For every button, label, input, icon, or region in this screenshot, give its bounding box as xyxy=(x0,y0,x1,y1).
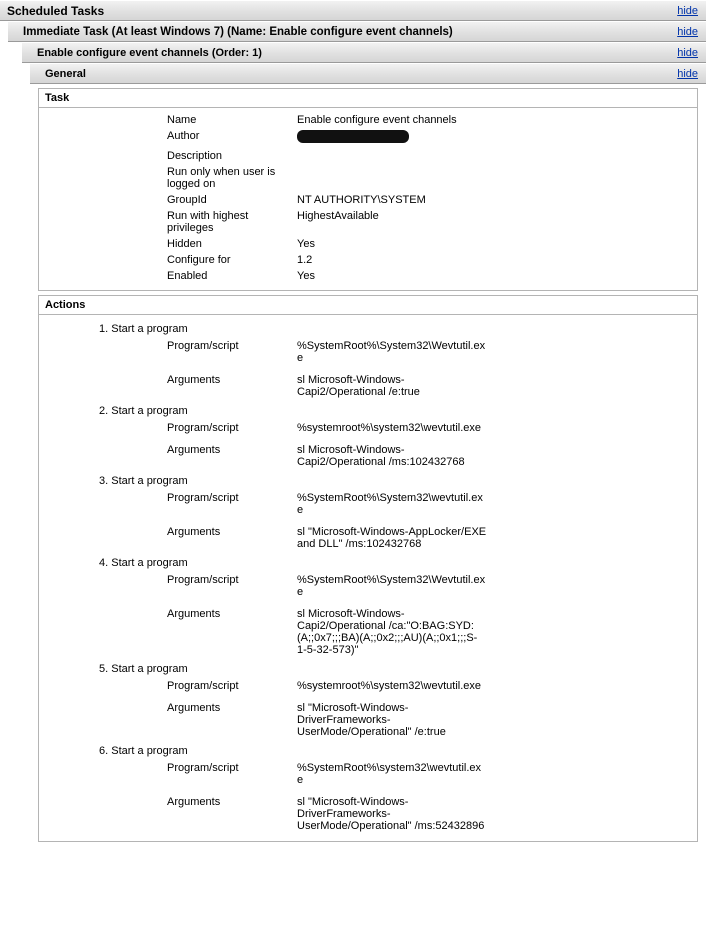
property-value: NT AUTHORITY\SYSTEM xyxy=(297,194,426,206)
property-spacer xyxy=(487,112,697,128)
table-row xyxy=(39,441,697,471)
action-title: 4. Start a program xyxy=(99,557,188,569)
property-value: Yes xyxy=(297,238,315,250)
property-value: Yes xyxy=(297,270,315,282)
property-spacer xyxy=(487,148,697,164)
task-order-title: Enable configure event channels (Order: 1) xyxy=(37,46,262,59)
property-label: Configure for xyxy=(167,254,231,266)
table-row xyxy=(39,571,697,601)
task-section-heading: Task xyxy=(39,89,697,108)
property-spacer xyxy=(487,192,697,208)
property-value xyxy=(297,148,487,164)
actions-section-heading: Actions xyxy=(39,296,697,315)
action-arguments-label: Arguments xyxy=(167,796,221,808)
table-row xyxy=(39,699,697,741)
property-label: Run only when user is logged on xyxy=(167,166,276,190)
table-row xyxy=(39,419,697,437)
property-spacer xyxy=(487,252,697,268)
action-properties-table xyxy=(39,337,697,401)
table-row xyxy=(39,268,697,284)
action-arguments-value: sl Microsoft-Windows-Capi2/Operational /ca:"O:BAG:SYD:(A;;0x7;;;BA)(A;;0x2;;;AU)(A;;0x1;;;S-1-5-32-573)" xyxy=(297,608,478,656)
action-spacer xyxy=(487,441,697,471)
property-label: Description xyxy=(167,150,223,162)
action-spacer xyxy=(487,759,697,789)
action-program-value: %systemroot%\system32\wevtutil.exe xyxy=(297,422,482,434)
table-row xyxy=(39,192,697,208)
action-program-label: Program/script xyxy=(167,680,239,692)
table-row xyxy=(39,605,697,659)
hide-link-scheduled-tasks[interactable]: hide xyxy=(677,4,698,17)
task-section xyxy=(38,88,698,291)
action-spacer xyxy=(487,605,697,659)
action-program-value: %SystemRoot%\system32\wevtutil.exe xyxy=(297,762,482,786)
property-label: Enabled xyxy=(167,270,208,282)
task-section-body xyxy=(39,108,697,290)
action-properties-table xyxy=(39,419,697,471)
action-program-value: %SystemRoot%\System32\Wevtutil.exe xyxy=(297,574,486,598)
action-spacer xyxy=(487,371,697,401)
table-row xyxy=(39,236,697,252)
table-row xyxy=(39,252,697,268)
scheduled-tasks-header xyxy=(0,0,706,21)
action-program-label: Program/script xyxy=(167,492,239,504)
action-arguments-label: Arguments xyxy=(167,444,221,456)
property-label: Hidden xyxy=(167,238,202,250)
action-title: 3. Start a program xyxy=(99,475,188,487)
table-row xyxy=(39,677,697,695)
hide-link-immediate-task[interactable]: hide xyxy=(677,25,698,38)
action-spacer xyxy=(487,419,697,437)
action-program-label: Program/script xyxy=(167,340,239,352)
action-arguments-label: Arguments xyxy=(167,526,221,538)
property-spacer xyxy=(487,236,697,252)
action-item xyxy=(39,403,697,471)
hide-link-general[interactable]: hide xyxy=(677,67,698,80)
action-arguments-label: Arguments xyxy=(167,374,221,386)
property-value: Enable configure event channels xyxy=(297,114,457,126)
action-item xyxy=(39,555,697,659)
action-properties-table xyxy=(39,489,697,553)
action-spacer xyxy=(487,793,697,835)
property-spacer xyxy=(487,128,697,148)
action-arguments-value: sl Microsoft-Windows-Capi2/Operational /e:true xyxy=(297,374,420,398)
property-value-redacted xyxy=(297,128,487,148)
table-row xyxy=(39,371,697,401)
action-item xyxy=(39,473,697,553)
property-spacer xyxy=(487,164,697,192)
redaction-bar xyxy=(297,130,409,143)
table-row xyxy=(39,759,697,789)
action-program-label: Program/script xyxy=(167,574,239,586)
action-arguments-label: Arguments xyxy=(167,702,221,714)
property-label: GroupId xyxy=(167,194,207,206)
action-program-label: Program/script xyxy=(167,762,239,774)
action-arguments-value: sl "Microsoft-Windows-AppLocker/EXE and DLL" /ms:102432768 xyxy=(297,526,487,550)
action-item xyxy=(39,743,697,835)
table-row xyxy=(39,337,697,367)
general-header xyxy=(30,63,706,84)
table-row xyxy=(39,208,697,236)
actions-section xyxy=(38,295,698,842)
property-value: 1.2 xyxy=(297,254,313,266)
action-program-value: %systemroot%\system32\wevtutil.exe xyxy=(297,680,482,692)
action-properties-table xyxy=(39,571,697,659)
scheduled-tasks-title: Scheduled Tasks xyxy=(7,3,105,18)
action-title: 6. Start a program xyxy=(99,745,188,757)
general-title: General xyxy=(45,67,86,80)
hide-link-task-order[interactable]: hide xyxy=(677,46,698,59)
action-spacer xyxy=(487,523,697,553)
property-label: Name xyxy=(167,114,197,126)
table-row xyxy=(39,128,697,148)
action-spacer xyxy=(487,337,697,367)
action-program-value: %SystemRoot%\System32\wevtutil.exe xyxy=(297,492,483,516)
table-row xyxy=(39,489,697,519)
action-program-label: Program/script xyxy=(167,422,239,434)
action-title: 1. Start a program xyxy=(99,323,188,335)
action-spacer xyxy=(487,571,697,601)
action-title: 2. Start a program xyxy=(99,405,188,417)
action-properties-table xyxy=(39,677,697,741)
action-arguments-value: sl "Microsoft-Windows-DriverFrameworks-UserMode/Operational" /e:true xyxy=(297,702,446,738)
property-spacer xyxy=(487,208,697,236)
property-label: Run with highest privileges xyxy=(167,210,249,234)
property-label: Author xyxy=(167,130,200,142)
immediate-task-title: Immediate Task (At least Windows 7) (Name: Enable configure event channels) xyxy=(23,25,453,38)
table-row xyxy=(39,112,697,128)
table-row xyxy=(39,793,697,835)
action-spacer xyxy=(487,489,697,519)
action-arguments-value: sl Microsoft-Windows-Capi2/Operational /ms:102432768 xyxy=(297,444,465,468)
action-spacer xyxy=(487,699,697,741)
action-properties-table xyxy=(39,759,697,835)
property-value xyxy=(297,164,487,192)
property-spacer xyxy=(487,268,697,284)
action-item xyxy=(39,661,697,741)
action-title: 5. Start a program xyxy=(99,663,188,675)
immediate-task-header xyxy=(8,21,706,42)
action-spacer xyxy=(487,677,697,695)
table-row xyxy=(39,164,697,192)
action-program-value: %SystemRoot%\System32\Wevtutil.exe xyxy=(297,340,486,364)
property-value: HighestAvailable xyxy=(297,210,379,222)
action-item xyxy=(39,321,697,401)
table-row xyxy=(39,523,697,553)
table-row xyxy=(39,148,697,164)
action-arguments-label: Arguments xyxy=(167,608,221,620)
task-order-header xyxy=(22,42,706,63)
action-arguments-value: sl "Microsoft-Windows-DriverFrameworks-UserMode/Operational" /ms:52432896 xyxy=(297,796,485,832)
task-properties-table xyxy=(39,112,697,284)
actions-section-body xyxy=(39,315,697,841)
